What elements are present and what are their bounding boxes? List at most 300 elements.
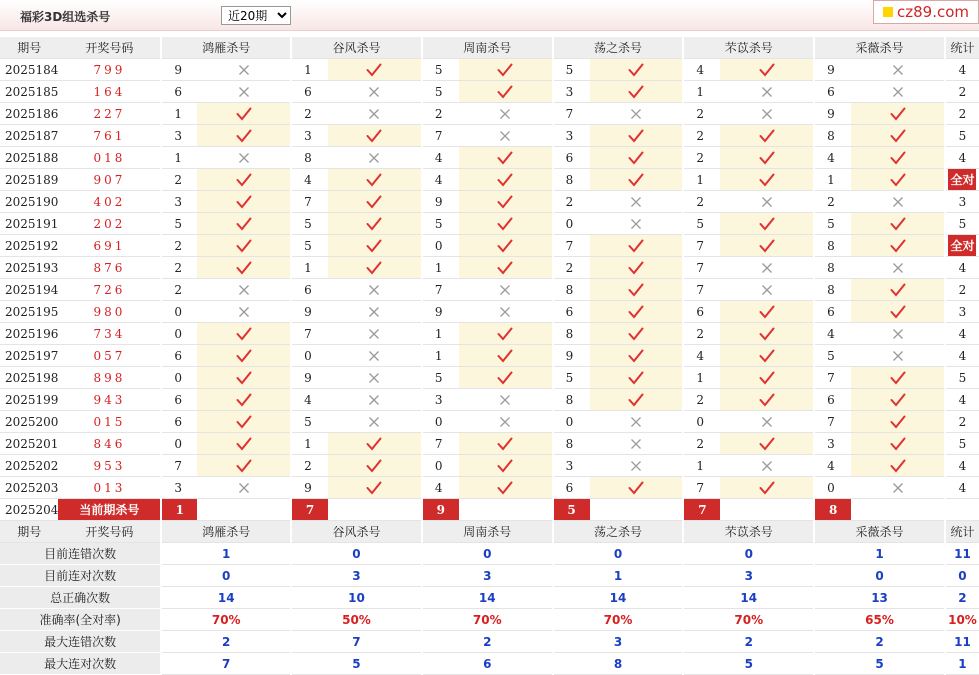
kill-number-cell: 3 (422, 389, 459, 411)
kill-number-cell: 7 (422, 279, 459, 301)
stats-value: 70% (683, 609, 814, 631)
period-cell: 2025193 (0, 257, 58, 279)
stats-value: 2 (161, 631, 291, 653)
check-icon (366, 217, 382, 231)
kill-number-cell: 1 (814, 169, 851, 191)
col-header-expert: 荡之杀号 (553, 521, 684, 543)
current-period-row (0, 499, 979, 521)
check-icon (890, 107, 906, 121)
check-icon (497, 63, 513, 77)
col-header-count: 统计 (945, 521, 979, 543)
cross-icon (892, 262, 904, 274)
cross-icon (892, 64, 904, 76)
stats-value: 14 (161, 587, 291, 609)
count-cell: 5 (945, 213, 979, 235)
hit-mark-cell (328, 191, 422, 213)
table-row (0, 125, 979, 147)
hit-mark-cell (459, 279, 553, 301)
current-kill-number: 5 (553, 499, 590, 521)
stats-value: 1 (945, 653, 979, 675)
hit-mark-cell (328, 169, 422, 191)
kill-number-cell: 2 (683, 433, 720, 455)
kill-number-cell: 0 (422, 235, 459, 257)
check-icon (236, 173, 252, 187)
period-cell: 2025188 (0, 147, 58, 169)
stats-value: 6 (422, 653, 553, 675)
stats-label: 目前连错次数 (0, 543, 161, 565)
hit-mark-cell (851, 169, 945, 191)
hit-mark-cell (720, 301, 814, 323)
kill-number-cell: 2 (553, 191, 590, 213)
check-icon (890, 415, 906, 429)
cross-icon (238, 64, 250, 76)
cross-icon (761, 262, 773, 274)
col-header-expert: 采薇杀号 (814, 521, 945, 543)
kill-number-cell: 6 (161, 81, 197, 103)
kill-number-cell: 8 (553, 279, 590, 301)
stats-header (0, 521, 979, 543)
cross-icon (368, 86, 380, 98)
period-cell: 2025200 (0, 411, 58, 433)
check-icon (236, 393, 252, 407)
stats-value: 2 (422, 631, 553, 653)
cross-icon (238, 284, 250, 296)
kill-number-cell: 3 (291, 125, 328, 147)
cross-icon (630, 218, 642, 230)
period-cell: 2025202 (0, 455, 58, 477)
kill-number-cell: 2 (291, 455, 328, 477)
stats-value: 10% (945, 609, 979, 631)
kill-number-cell: 0 (161, 367, 197, 389)
period-cell: 2025192 (0, 235, 58, 257)
hit-mark-cell (720, 103, 814, 125)
check-icon (759, 305, 775, 319)
check-icon (759, 173, 775, 187)
cross-icon (499, 394, 511, 406)
hit-mark-cell (720, 279, 814, 301)
kill-number-cell: 3 (814, 433, 851, 455)
kill-number-cell: 7 (683, 257, 720, 279)
stats-label: 最大连错次数 (0, 631, 161, 653)
draw-number-cell: 943 (58, 389, 161, 411)
hit-mark-cell (851, 191, 945, 213)
hit-mark-cell (197, 323, 291, 345)
stats-value: 50% (291, 609, 422, 631)
kill-number-cell: 7 (683, 477, 720, 499)
hit-mark-cell (720, 433, 814, 455)
hit-mark-cell (197, 301, 291, 323)
kill-number-cell: 9 (291, 477, 328, 499)
kill-number-cell: 4 (814, 323, 851, 345)
col-header-expert: 荡之杀号 (553, 37, 684, 59)
hit-mark-cell (197, 411, 291, 433)
stats-row (0, 609, 979, 631)
hit-mark-cell (197, 345, 291, 367)
stats-value: 11 (945, 631, 979, 653)
cross-icon (761, 416, 773, 428)
kill-number-cell: 7 (553, 103, 590, 125)
kill-number-cell: 3 (161, 477, 197, 499)
draw-number-cell: 799 (58, 59, 161, 81)
hit-mark-cell (720, 323, 814, 345)
kill-number-cell: 5 (422, 81, 459, 103)
check-icon (759, 349, 775, 363)
table-row (0, 367, 979, 389)
check-icon (366, 459, 382, 473)
check-icon (497, 151, 513, 165)
period-cell: 2025184 (0, 59, 58, 81)
check-icon (366, 129, 382, 143)
stats-value: 2 (814, 631, 945, 653)
kill-number-cell: 1 (683, 81, 720, 103)
check-icon (236, 129, 252, 143)
hit-mark-cell (328, 455, 422, 477)
hit-mark-cell (590, 125, 684, 147)
table-row (0, 81, 979, 103)
kill-number-cell: 4 (291, 169, 328, 191)
cross-icon (761, 196, 773, 208)
kill-number-cell: 0 (422, 411, 459, 433)
hit-mark-cell (459, 169, 553, 191)
cross-icon (761, 86, 773, 98)
hit-mark-cell (720, 147, 814, 169)
table-header (0, 37, 979, 59)
stats-value: 0 (945, 565, 979, 587)
cross-icon (630, 108, 642, 120)
kill-number-cell: 1 (422, 345, 459, 367)
kill-number-cell: 2 (161, 279, 197, 301)
kill-number-cell: 0 (161, 301, 197, 323)
check-icon (236, 195, 252, 209)
count-cell: 2 (945, 103, 979, 125)
cross-icon (630, 460, 642, 472)
stats-value: 3 (683, 565, 814, 587)
check-icon (497, 85, 513, 99)
stats-value: 0 (553, 543, 684, 565)
check-icon (628, 63, 644, 77)
count-cell: 4 (945, 147, 979, 169)
check-icon (890, 217, 906, 231)
count-cell: 4 (945, 323, 979, 345)
check-icon (366, 261, 382, 275)
hit-mark-cell (328, 81, 422, 103)
hit-mark-cell (590, 455, 684, 477)
hit-mark-cell (328, 147, 422, 169)
check-icon (759, 481, 775, 495)
hit-mark-cell (328, 235, 422, 257)
kill-number-cell: 1 (683, 455, 720, 477)
check-icon (890, 393, 906, 407)
stats-label: 总正确次数 (0, 587, 161, 609)
hit-mark-cell (328, 301, 422, 323)
kill-number-cell: 0 (683, 411, 720, 433)
check-icon (366, 239, 382, 253)
check-icon (759, 239, 775, 253)
current-kill-blank (459, 499, 553, 521)
hit-mark-cell (720, 345, 814, 367)
hit-mark-cell (328, 103, 422, 125)
kill-number-cell: 7 (553, 235, 590, 257)
hit-mark-cell (328, 433, 422, 455)
hit-mark-cell (851, 455, 945, 477)
kill-number-cell: 8 (553, 169, 590, 191)
col-header-period: 期号 (0, 521, 58, 543)
kill-number-cell: 2 (161, 257, 197, 279)
check-icon (236, 371, 252, 385)
hit-mark-cell (197, 147, 291, 169)
kill-number-cell: 6 (814, 81, 851, 103)
period-cell: 2025199 (0, 389, 58, 411)
hit-mark-cell (590, 433, 684, 455)
check-icon (759, 371, 775, 385)
col-header-expert: 谷风杀号 (291, 37, 422, 59)
hit-mark-cell (590, 367, 684, 389)
check-icon (497, 195, 513, 209)
count-cell: 4 (945, 389, 979, 411)
period-select[interactable] (221, 6, 291, 25)
kill-number-cell: 7 (683, 279, 720, 301)
kill-number-cell: 1 (161, 103, 197, 125)
hit-mark-cell (590, 257, 684, 279)
draw-number-cell: 227 (58, 103, 161, 125)
stats-value: 14 (553, 587, 684, 609)
draw-number-cell: 402 (58, 191, 161, 213)
hit-mark-cell (197, 81, 291, 103)
kill-number-table (0, 37, 979, 675)
current-kill-number: 8 (814, 499, 851, 521)
current-kill-blank (197, 499, 291, 521)
hit-mark-cell (590, 301, 684, 323)
check-icon (497, 459, 513, 473)
hit-mark-cell (459, 257, 553, 279)
count-cell: 2 (945, 411, 979, 433)
kill-number-cell: 5 (291, 235, 328, 257)
kill-number-cell: 4 (814, 455, 851, 477)
cross-icon (499, 416, 511, 428)
hit-mark-cell (328, 323, 422, 345)
kill-number-cell: 4 (422, 147, 459, 169)
hit-mark-cell (590, 477, 684, 499)
check-icon (236, 437, 252, 451)
kill-number-cell: 6 (161, 389, 197, 411)
col-header-expert: 鸿雁杀号 (161, 37, 291, 59)
check-icon (236, 261, 252, 275)
kill-number-cell: 0 (553, 411, 590, 433)
hit-mark-cell (720, 367, 814, 389)
current-kill-number: 7 (683, 499, 720, 521)
cross-icon (892, 196, 904, 208)
draw-number-cell: 726 (58, 279, 161, 301)
kill-number-cell: 4 (683, 345, 720, 367)
check-icon (628, 129, 644, 143)
hit-mark-cell (851, 81, 945, 103)
table-row (0, 433, 979, 455)
draw-number-cell: 015 (58, 411, 161, 433)
hit-mark-cell (851, 323, 945, 345)
hit-mark-cell (459, 235, 553, 257)
table-row (0, 389, 979, 411)
draw-number-cell: 761 (58, 125, 161, 147)
stats-label: 准确率(全对率) (0, 609, 161, 631)
check-icon (759, 327, 775, 341)
check-icon (628, 173, 644, 187)
hit-mark-cell (720, 213, 814, 235)
col-header-period: 期号 (0, 37, 58, 59)
stats-value: 11 (945, 543, 979, 565)
stats-value: 70% (553, 609, 684, 631)
kill-number-cell: 3 (553, 81, 590, 103)
current-kill-number: 1 (161, 499, 197, 521)
kill-number-cell: 1 (422, 323, 459, 345)
stats-value: 14 (422, 587, 553, 609)
kill-number-cell: 7 (814, 411, 851, 433)
draw-number-cell: 691 (58, 235, 161, 257)
table-row (0, 191, 979, 213)
current-kill-blank (720, 499, 814, 521)
check-icon (759, 393, 775, 407)
logo-square-icon (883, 7, 893, 17)
count-cell (945, 235, 979, 257)
table-row (0, 301, 979, 323)
kill-number-cell: 8 (814, 279, 851, 301)
stats-value: 3 (291, 565, 422, 587)
draw-number-cell: 876 (58, 257, 161, 279)
cross-icon (368, 350, 380, 362)
check-icon (236, 107, 252, 121)
table-row (0, 169, 979, 191)
check-icon (497, 173, 513, 187)
kill-number-cell: 9 (422, 301, 459, 323)
hit-mark-cell (851, 367, 945, 389)
stats-value: 5 (291, 653, 422, 675)
stats-value: 13 (814, 587, 945, 609)
kill-number-cell: 1 (291, 433, 328, 455)
current-kill-blank (328, 499, 422, 521)
hit-mark-cell (459, 345, 553, 367)
cross-icon (761, 284, 773, 296)
check-icon (628, 261, 644, 275)
kill-number-cell: 8 (291, 147, 328, 169)
hit-mark-cell (459, 455, 553, 477)
check-icon (628, 393, 644, 407)
kill-number-cell: 0 (553, 213, 590, 235)
cross-icon (499, 108, 511, 120)
hit-mark-cell (720, 477, 814, 499)
table-row (0, 323, 979, 345)
hit-mark-cell (851, 433, 945, 455)
period-cell: 2025189 (0, 169, 58, 191)
kill-number-cell: 6 (161, 411, 197, 433)
hit-mark-cell (459, 323, 553, 345)
hit-mark-cell (590, 81, 684, 103)
check-icon (236, 459, 252, 473)
hit-mark-cell (851, 125, 945, 147)
hit-mark-cell (720, 411, 814, 433)
page-title: 福彩3D组选杀号 (20, 10, 111, 24)
hit-mark-cell (590, 235, 684, 257)
hit-mark-cell (459, 213, 553, 235)
check-icon (497, 371, 513, 385)
kill-number-cell: 7 (422, 433, 459, 455)
check-icon (497, 349, 513, 363)
kill-number-cell: 1 (683, 169, 720, 191)
hit-mark-cell (328, 213, 422, 235)
site-logo[interactable] (873, 0, 979, 24)
check-icon (628, 239, 644, 253)
cross-icon (368, 394, 380, 406)
check-icon (759, 129, 775, 143)
cross-icon (238, 86, 250, 98)
count-cell: 4 (945, 477, 979, 499)
check-icon (890, 173, 906, 187)
hit-mark-cell (851, 389, 945, 411)
current-kill-label: 当前期杀号 (58, 499, 161, 521)
kill-number-cell: 5 (683, 213, 720, 235)
kill-number-cell: 9 (814, 59, 851, 81)
period-cell: 2025190 (0, 191, 58, 213)
kill-number-cell: 1 (422, 257, 459, 279)
kill-number-cell: 4 (422, 477, 459, 499)
kill-number-cell: 2 (683, 103, 720, 125)
stats-value: 2 (683, 631, 814, 653)
stats-value: 7 (161, 653, 291, 675)
hit-mark-cell (197, 257, 291, 279)
count-cell: 2 (945, 279, 979, 301)
kill-number-cell: 1 (291, 59, 328, 81)
stats-row (0, 543, 979, 565)
period-cell: 2025191 (0, 213, 58, 235)
stats-value: 1 (161, 543, 291, 565)
hit-mark-cell (590, 169, 684, 191)
hit-mark-cell (328, 279, 422, 301)
table-row (0, 279, 979, 301)
kill-number-cell: 8 (553, 323, 590, 345)
col-header-count: 统计 (945, 37, 979, 59)
cross-icon (368, 328, 380, 340)
kill-number-cell: 4 (422, 169, 459, 191)
current-count-blank (945, 499, 979, 521)
kill-number-cell: 6 (291, 279, 328, 301)
kill-number-cell: 3 (553, 455, 590, 477)
hit-mark-cell (851, 103, 945, 125)
kill-number-cell: 9 (291, 301, 328, 323)
check-icon (366, 437, 382, 451)
period-cell: 2025196 (0, 323, 58, 345)
hit-mark-cell (328, 59, 422, 81)
hit-mark-cell (590, 103, 684, 125)
check-icon (236, 349, 252, 363)
kill-number-cell: 6 (683, 301, 720, 323)
stats-value: 3 (553, 631, 684, 653)
current-kill-blank (851, 499, 945, 521)
cross-icon (368, 108, 380, 120)
kill-number-cell: 2 (814, 191, 851, 213)
col-header-expert: 芣苡杀号 (683, 521, 814, 543)
hit-mark-cell (851, 59, 945, 81)
check-icon (236, 415, 252, 429)
kill-number-cell: 2 (291, 103, 328, 125)
table-row (0, 235, 979, 257)
stats-value: 0 (814, 565, 945, 587)
kill-number-cell: 4 (683, 59, 720, 81)
cross-icon (368, 306, 380, 318)
hit-mark-cell (720, 455, 814, 477)
check-icon (366, 195, 382, 209)
col-header-expert: 采薇杀号 (814, 37, 945, 59)
kill-number-cell: 5 (814, 345, 851, 367)
hit-mark-cell (197, 433, 291, 455)
hit-mark-cell (459, 367, 553, 389)
